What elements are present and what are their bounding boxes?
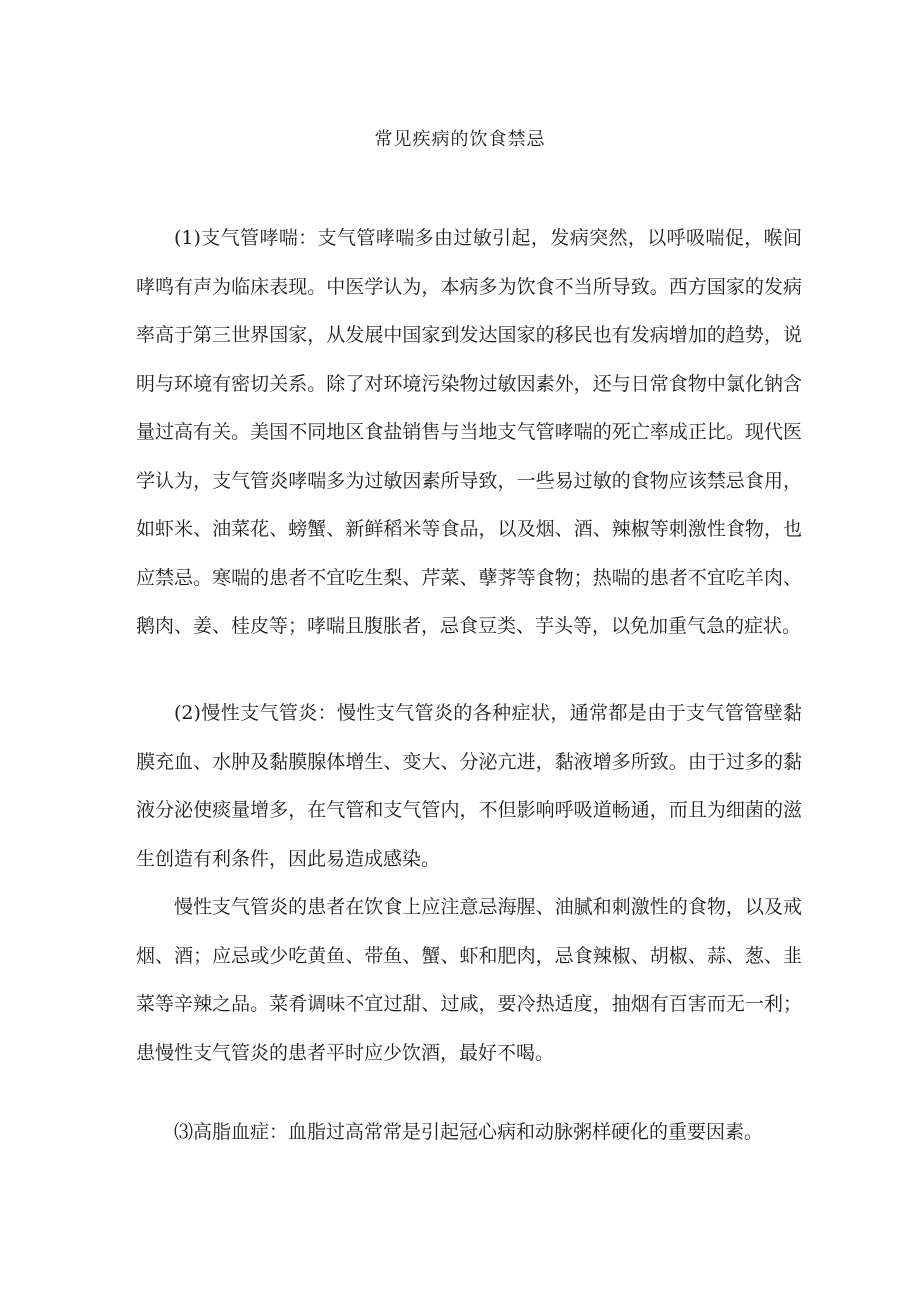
paragraph-chronic-bronchitis-diet: 慢性支气管炎的患者在饮食上应注意忌海腥、油腻和刺激性的食物，以及戒烟、酒；应忌或少吃黄鱼、带鱼、蟹、虾和肥肉，忌食辣椒、胡椒、蒜、葱、韭菜等辛辣之品。菜肴调味不宜过甜、过咸，要冷热适度，抽烟有百害而无一利；患慢性支气管炎的患者平时应少饮酒，最好不喝。 bbox=[136, 896, 802, 1064]
paragraph-hyperlipidemia: ⑶高脂血症：血脂过高常常是引起冠心病和动脉粥样硬化的重要因素。 bbox=[174, 1121, 764, 1143]
document-title: 常见疾病的饮食禁忌 bbox=[374, 129, 546, 150]
paragraph-bronchial-asthma: (1)支气管哮喘：支气管哮喘多由过敏引起，发病突然，以呼吸喘促，喉间哮鸣有声为临床表现。中医学认为，本病多为饮食不当所导致。西方国家的发病率高于第三世界国家，从发展中国家到发达国家的移民也有发病增加的趋势，说明与环境有密切关系。除了对环境污染物过敏因素外，还与日常食物中氯化钠含量过高有关。美国不同地区食盐销售与当地支气管哮喘的死亡率成正比。现代医学认为，支气管炎哮喘多为过敏因素所导致，一些易过敏的食物应该禁忌食用，如虾米、油菜花、螃蟹、新鲜稻米等食品，以及烟、酒、辣椒等刺激性食物，也应禁忌。寒喘的患者不宜吃生梨、芹菜、孽荠等食物；热喘的患者不宜吃羊肉、鹅肉、姜、桂皮等；哮喘且腹胀者，忌食豆类、芋头等，以免加重气急的症状。 bbox=[136, 227, 802, 637]
paragraph-chronic-bronchitis: (2)慢性支气管炎：慢性支气管炎的各种症状，通常都是由于支气管管壁黏膜充血、水肿及黏膜腺体增生、变大、分泌亢进，黏液增多所致。由于过多的黏液分泌使痰量增多，在气管和支气管内，不但影响呼吸道畅通，而且为细菌的滋生创造有利条件，因此易造成感染。 bbox=[136, 702, 802, 870]
